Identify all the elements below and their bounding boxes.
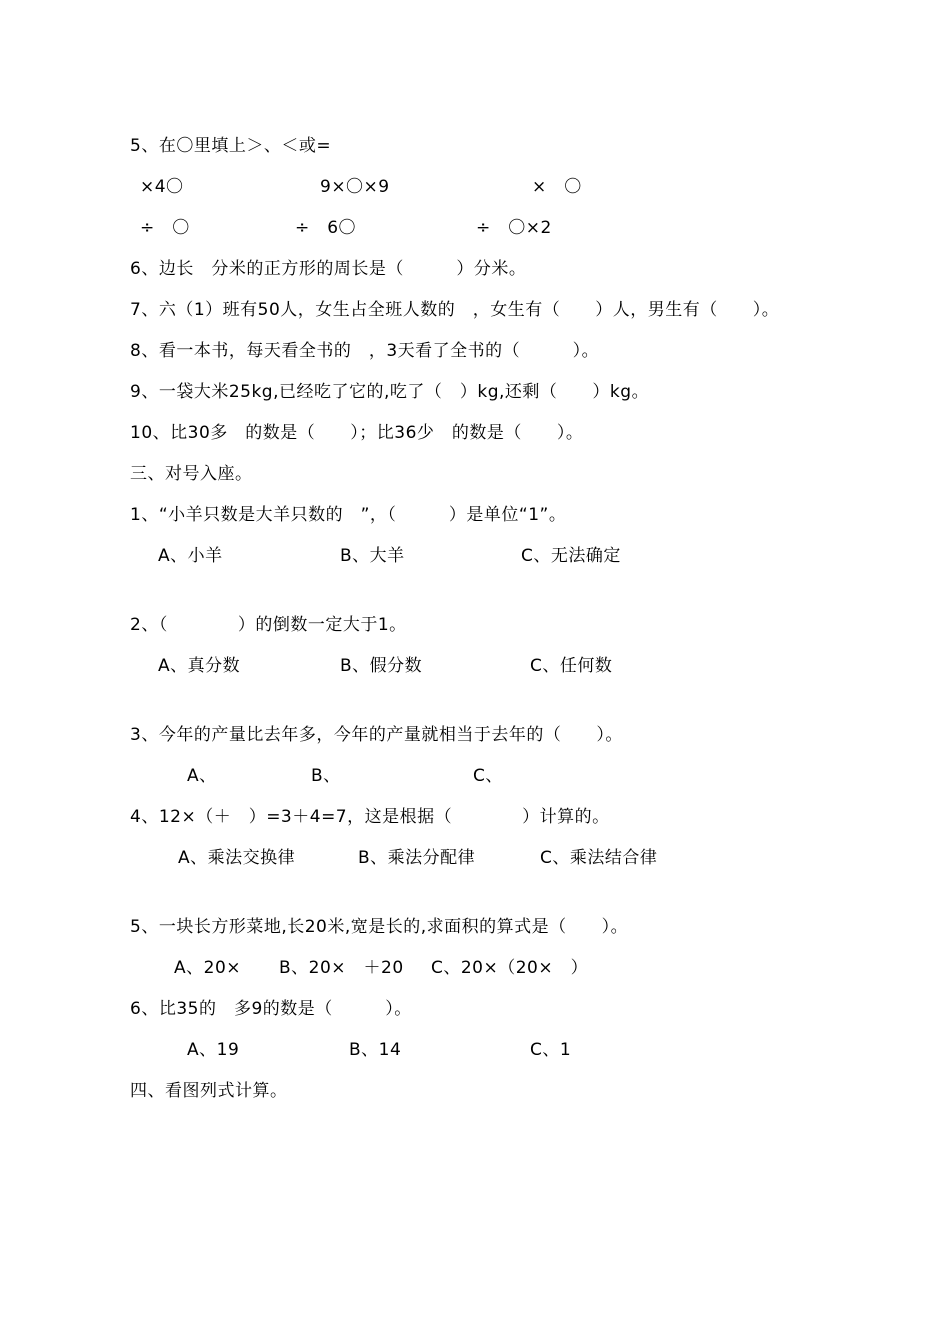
s3-q1: 1、“小羊只数是大羊只数的 ”，（ ）是单位“1”。 — [130, 505, 567, 525]
s3-q5: 5、一块长方形菜地,长20米,宽是长的,求面积的算式是（ ）。 — [130, 917, 629, 937]
s3-q2-option-c: C、任何数 — [530, 656, 613, 676]
s3-q4-option-c: C、乘法结合律 — [540, 848, 658, 868]
q10-more-less: 10、比30多 的数是（ ）；比36少 的数是（ ）。 — [130, 423, 584, 443]
q5-row1-item3: × 〇 — [532, 177, 582, 197]
s3-q5-option-b: B、20× ＋20 — [279, 958, 404, 978]
q5-row2-item2: ÷ 6〇 — [295, 218, 357, 238]
s3-q3-option-c: C、 — [473, 766, 503, 786]
s3-q5-option-a: A、20× — [174, 958, 242, 978]
s3-q4-option-b: B、乘法分配律 — [358, 848, 476, 868]
q8-reading-book: 8、看一本书，每天看全书的 ，3天看了全书的（ ）。 — [130, 341, 600, 361]
section-four-heading: 四、看图列式计算。 — [130, 1081, 288, 1101]
q5-row1-item1: ×4〇 — [140, 177, 184, 197]
s3-q1-option-b: B、大羊 — [340, 546, 405, 566]
q5-row1-item2: 9×〇×9 — [320, 177, 390, 197]
s3-q1-option-a: A、小羊 — [158, 546, 223, 566]
s3-q2: 2、（ ）的倒数一定大于1。 — [130, 615, 407, 635]
s3-q3: 3、今年的产量比去年多，今年的产量就相当于去年的（ ）。 — [130, 725, 623, 745]
q7-class-girls: 7、六（1）班有50人，女生占全班人数的 ，女生有（ ）人，男生有（ ）。 — [130, 300, 780, 320]
s3-q4-option-a: A、乘法交换律 — [178, 848, 296, 868]
q6-square-perimeter: 6、边长 分米的正方形的周长是（ ）分米。 — [130, 259, 527, 279]
q5-row2-item1: ÷ 〇 — [140, 218, 190, 238]
s3-q6: 6、比35的 多9的数是（ ）。 — [130, 999, 412, 1019]
s3-q6-option-a: A、19 — [187, 1040, 240, 1060]
s3-q3-option-a: A、 — [187, 766, 217, 786]
s3-q6-option-c: C、1 — [530, 1040, 572, 1060]
s3-q2-option-a: A、真分数 — [158, 656, 241, 676]
q9-rice-bag: 9、一袋大米25kg,已经吃了它的,吃了（ ）kg,还剩（ ）kg。 — [130, 382, 650, 402]
s3-q1-option-c: C、无法确定 — [521, 546, 621, 566]
s3-q3-option-b: B、 — [311, 766, 341, 786]
q5-row2-item3: ÷ 〇×2 — [476, 218, 552, 238]
s3-q6-option-b: B、14 — [349, 1040, 402, 1060]
s3-q5-option-c: C、20×（20× ） — [431, 958, 589, 978]
s3-q2-option-b: B、假分数 — [340, 656, 423, 676]
section-three-heading: 三、对号入座。 — [130, 464, 253, 484]
s3-q4: 4、12×（＋ ）=3＋4=7，这是根据（ ）计算的。 — [130, 807, 610, 827]
q5-compare-title: 5、在〇里填上＞、＜或= — [130, 136, 332, 156]
